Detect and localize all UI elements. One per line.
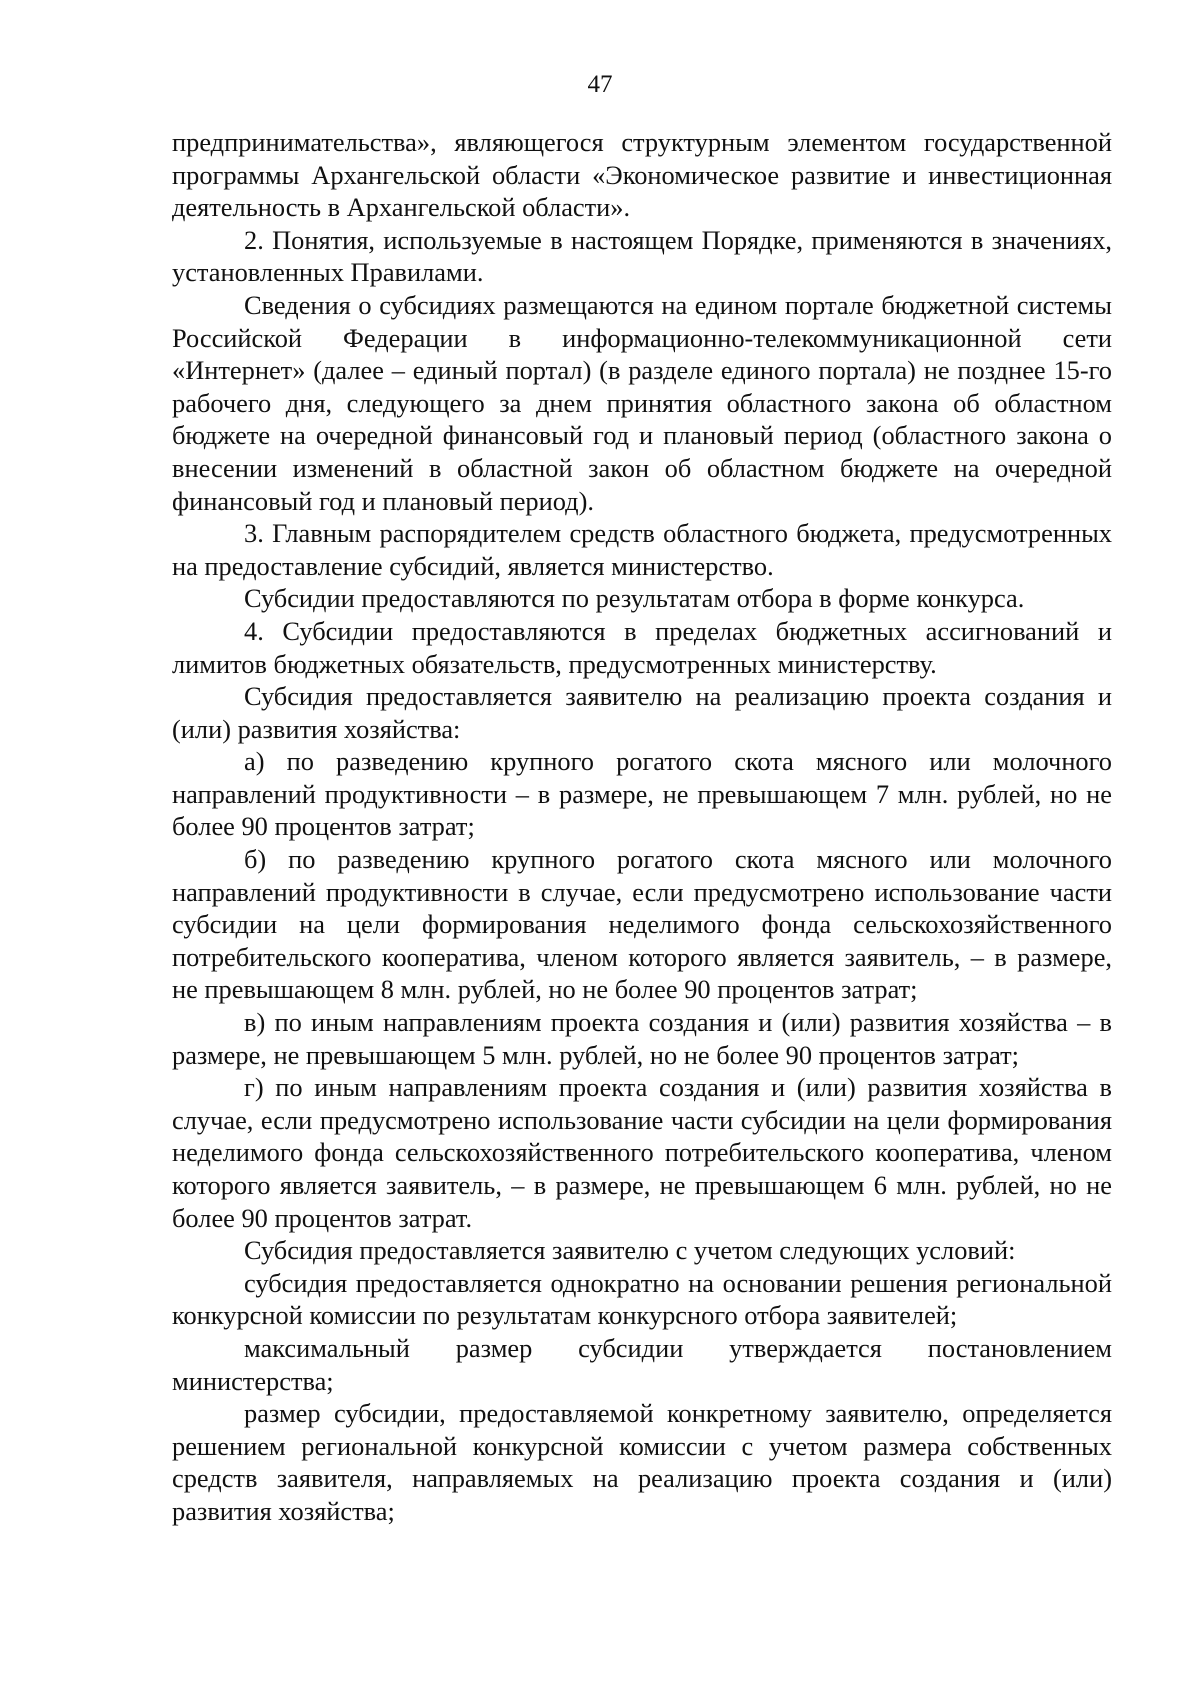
paragraph: размер субсидии, предоставляемой конкретному заявителю, определяется решением региональной конкурсной комиссии с учетом размера собственных средств заявителя, направляемых на реализацию проекта создания и (или) развития хозяйства;: [172, 1398, 1112, 1526]
paragraph: Субсидия предоставляется заявителю с учетом следующих условий:: [244, 1235, 1016, 1266]
paragraph: б) по разведению крупного рогатого скота мясного или молочного направлений продуктивности в случае, если предусмотрено использование части субсидии на цели формирования неделимого фонда сельскохозяйственного потребительского кооператива, членом которого является заявитель, – в размере, не превышающем 8 млн. рублей, но не более 90 процентов затрат;: [172, 844, 1112, 1005]
paragraph: Субсидия предоставляется заявителю на реализацию проекта создания и (или) развития хозяйства:: [172, 681, 1112, 744]
paragraph: 2. Понятия, используемые в настоящем Порядке, применяются в значениях, установленных Правилами.: [172, 224, 1112, 288]
paragraph: в) по иным направлениям проекта создания и (или) развития хозяйства – в размере, не превышающем 5 млн. рублей, но не более 90 процентов затрат;: [172, 1007, 1112, 1070]
paragraph: максимальный размер субсидии утверждается постановлением министерства;: [172, 1332, 1112, 1396]
document-body: [172, 126, 1112, 1528]
paragraph: а) по разведению крупного рогатого скота мясного или молочного направлений продуктивности – в размере, не превышающем 7 млн. рублей, но не более 90 процентов затрат;: [172, 746, 1112, 842]
paragraph: предпринимательства», являющегося структурным элементом государственной программы Архангельской области «Экономическое развитие и инвестиционная деятельность в Архангельской области».: [172, 127, 1112, 223]
paragraph: Сведения о субсидиях размещаются на едином портале бюджетной системы Российской Федерации в информационно-телекоммуникационной сети «Интернет» (далее – единый портал) (в разделе единого портала) не позднее 15-го рабочего дня, следующего за днем принятия областного закона об областном бюджете на очередной финансовый год и плановый период (областного закона о внесении изменений в областной закон об областном бюджете на очередной финансовый год и плановый период).: [172, 289, 1112, 516]
paragraph: г) по иным направлениям проекта создания и (или) развития хозяйства в случае, если предусмотрено использование части субсидии на цели формирования неделимого фонда сельскохозяйственного потребительского кооператива, членом которого является заявитель, – в размере, не превышающем 6 млн. рублей, но не более 90 процентов затрат.: [172, 1072, 1112, 1233]
paragraph: Субсидии предоставляются по результатам отбора в форме конкурса.: [244, 583, 1025, 614]
paragraph: субсидия предоставляется однократно на основании решения региональной конкурсной комиссии по результатам конкурсного отбора заявителей;: [172, 1267, 1112, 1331]
paragraph: 4. Субсидии предоставляются в пределах бюджетных ассигнований и лимитов бюджетных обязательств, предусмотренных министерству.: [172, 615, 1112, 679]
paragraph: 3. Главным распорядителем средств областного бюджета, предусмотренных на предоставление субсидий, является министерство.: [172, 518, 1112, 581]
page-number: 47: [587, 71, 613, 98]
